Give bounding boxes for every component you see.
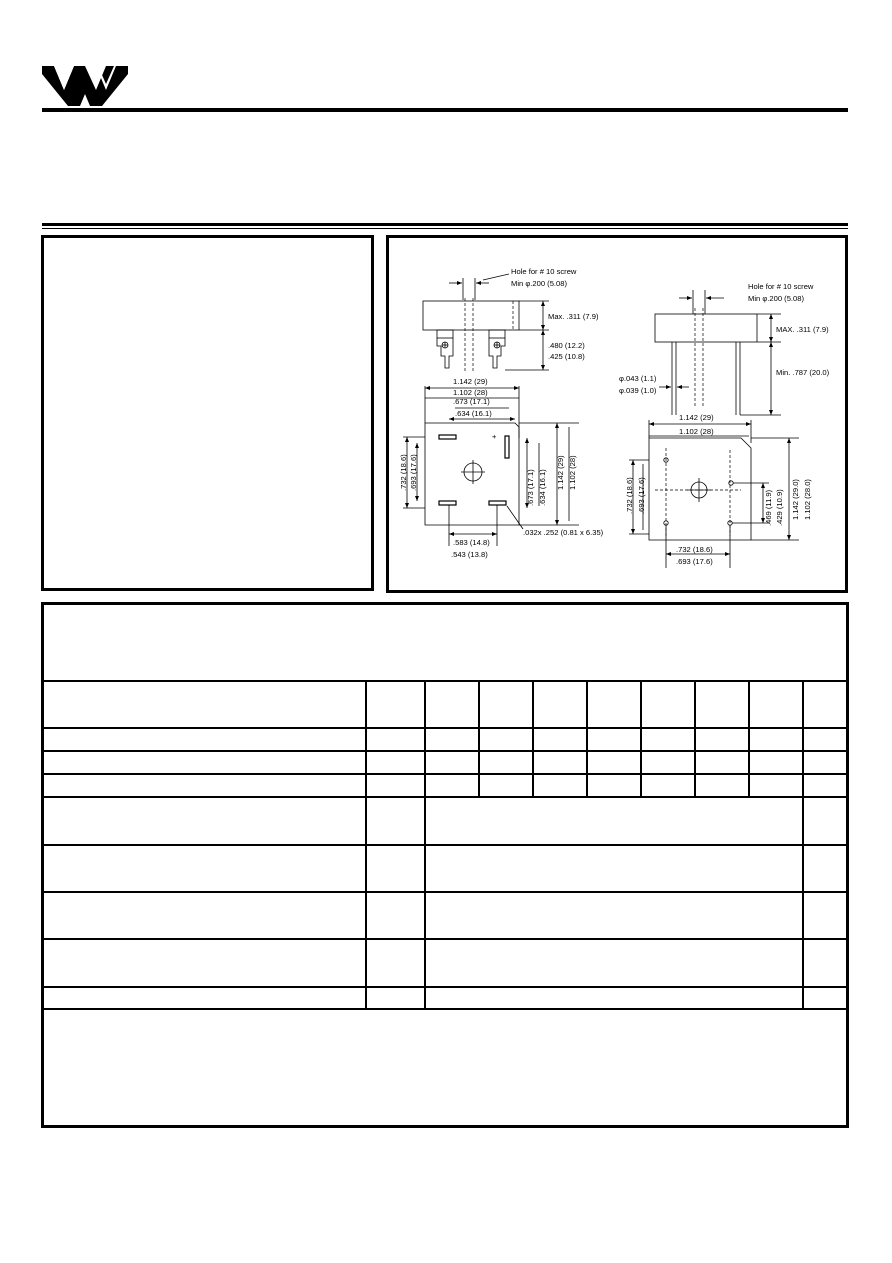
- table-cell: [695, 751, 749, 774]
- title-rule-thin: [42, 228, 848, 229]
- table-cell: [44, 681, 366, 728]
- table-cell: [803, 774, 846, 797]
- table-cell: [803, 845, 846, 892]
- table-cell: [749, 728, 803, 751]
- table-cell: [366, 728, 425, 751]
- table-cell: [695, 774, 749, 797]
- right-outer-min: 1.102 (28): [568, 455, 577, 490]
- table-cell-merged: [425, 892, 803, 939]
- table-cell-merged: [425, 845, 803, 892]
- lead-len-min: .425 (10.8): [548, 352, 585, 361]
- ratings-table: [44, 680, 846, 1010]
- lead-len-max: .480 (12.2): [548, 341, 585, 350]
- left-dim-min-right: .693 (17.6): [637, 477, 646, 514]
- table-cell: [44, 774, 366, 797]
- right-dim-min-right: 1.102 (28.0): [803, 479, 812, 520]
- table-row: [44, 774, 846, 797]
- hole-note-right-1: Hole for # 10 screw: [748, 282, 814, 291]
- lead-dia-max: φ.043 (1.1): [619, 374, 657, 383]
- table-cell: [803, 892, 846, 939]
- table-cell: [533, 774, 587, 797]
- ratings-panel: [41, 602, 849, 1128]
- table-cell: [695, 681, 749, 728]
- table-cell: [366, 845, 425, 892]
- table-row: [44, 797, 846, 845]
- terminal-size: .032x .252 (0.81 x 6.35): [523, 528, 604, 537]
- table-cell: [44, 751, 366, 774]
- right-inner-max: .673 (17.1): [526, 469, 535, 506]
- table-cell: [366, 681, 425, 728]
- table-cell: [44, 728, 366, 751]
- bottom-min-right: .693 (17.6): [676, 557, 713, 566]
- overall-min-right: 1.102 (28): [679, 427, 714, 436]
- table-cell-merged: [425, 987, 803, 1009]
- height-max-right: MAX. .311 (7.9): [776, 325, 829, 334]
- table-row: [44, 987, 846, 1009]
- table-cell: [587, 751, 641, 774]
- table-cell: [44, 987, 366, 1009]
- table-cell: [803, 751, 846, 774]
- table-cell: [803, 939, 846, 987]
- table-header-row: [44, 681, 846, 728]
- table-cell: [366, 797, 425, 845]
- right-outer-max: 1.142 (29): [556, 455, 565, 490]
- plus-mark: +: [492, 432, 497, 441]
- table-cell: [803, 987, 846, 1009]
- bottom-min-left: .543 (13.8): [451, 550, 488, 559]
- table-cell: [425, 751, 479, 774]
- table-cell: [366, 892, 425, 939]
- header-rule: [42, 108, 848, 112]
- left-dim-min: .693 (17.6): [409, 454, 418, 491]
- table-cell: [425, 728, 479, 751]
- bottom-max-left: .583 (14.8): [453, 538, 490, 547]
- table-cell: [479, 774, 533, 797]
- table-row: [44, 751, 846, 774]
- table-cell: [641, 681, 695, 728]
- inner-max-left: .673 (17.1): [453, 397, 490, 406]
- right-dim-max-right: 1.142 (29.0): [791, 479, 800, 520]
- table-row: [44, 728, 846, 751]
- table-cell: [587, 728, 641, 751]
- table-cell: [749, 751, 803, 774]
- table-cell: [803, 728, 846, 751]
- table-cell: [587, 774, 641, 797]
- table-row: [44, 845, 846, 892]
- table-cell: [749, 774, 803, 797]
- table-cell: [366, 774, 425, 797]
- table-row: [44, 939, 846, 987]
- table-cell: [425, 774, 479, 797]
- overall-min-left: 1.102 (28): [453, 388, 488, 397]
- package-outline-drawing: [389, 238, 845, 590]
- table-cell: [479, 681, 533, 728]
- left-dim-max: .732 (18.6): [399, 454, 408, 491]
- table-cell: [479, 751, 533, 774]
- right-inner-min: .634 (16.1): [538, 469, 547, 506]
- table-cell: [479, 728, 533, 751]
- hole-note-left-2: Min φ.200 (5.08): [511, 279, 567, 288]
- pin-dim-max: .469 (11.9): [764, 489, 773, 526]
- table-cell: [803, 681, 846, 728]
- table-cell: [641, 751, 695, 774]
- company-logo: [42, 66, 128, 110]
- lead-dia-min: φ.039 (1.0): [619, 386, 657, 395]
- table-cell: [366, 939, 425, 987]
- side-view-right: [619, 282, 830, 415]
- table-cell: [533, 681, 587, 728]
- hole-note-right-2: Min φ.200 (5.08): [748, 294, 804, 303]
- table-cell: [44, 939, 366, 987]
- table-cell: [695, 728, 749, 751]
- table-cell: [803, 797, 846, 845]
- table-cell: [44, 845, 366, 892]
- table-cell: [366, 751, 425, 774]
- table-cell: [44, 892, 366, 939]
- table-row: [44, 892, 846, 939]
- height-max-left: Max. .311 (7.9): [548, 312, 599, 321]
- side-view-left: [423, 267, 599, 373]
- top-view-left: [399, 377, 604, 559]
- table-cell: [641, 728, 695, 751]
- lead-min-right: Min. .787 (20.0): [776, 368, 830, 377]
- overall-max-left: 1.142 (29): [453, 377, 488, 386]
- table-cell-merged: [425, 797, 803, 845]
- hole-note-left-1: Hole for # 10 screw: [511, 267, 577, 276]
- features-panel: [41, 235, 374, 591]
- table-cell: [749, 681, 803, 728]
- table-cell: [425, 681, 479, 728]
- overall-max-right: 1.142 (29): [679, 413, 714, 422]
- table-cell: [533, 728, 587, 751]
- table-cell-merged: [425, 939, 803, 987]
- table-cell: [587, 681, 641, 728]
- table-cell: [44, 797, 366, 845]
- top-view-right: [625, 413, 812, 568]
- pin-dim-min: .429 (10.9): [775, 489, 784, 526]
- table-cell: [533, 751, 587, 774]
- table-cell: [366, 987, 425, 1009]
- table-cell: [641, 774, 695, 797]
- title-rule-thick: [42, 223, 848, 226]
- left-dim-max-right: .732 (18.6): [625, 477, 634, 514]
- inner-min-left: .634 (16.1): [455, 409, 492, 418]
- package-drawing-panel: [386, 235, 848, 593]
- bottom-max-right: .732 (18.6): [676, 545, 713, 554]
